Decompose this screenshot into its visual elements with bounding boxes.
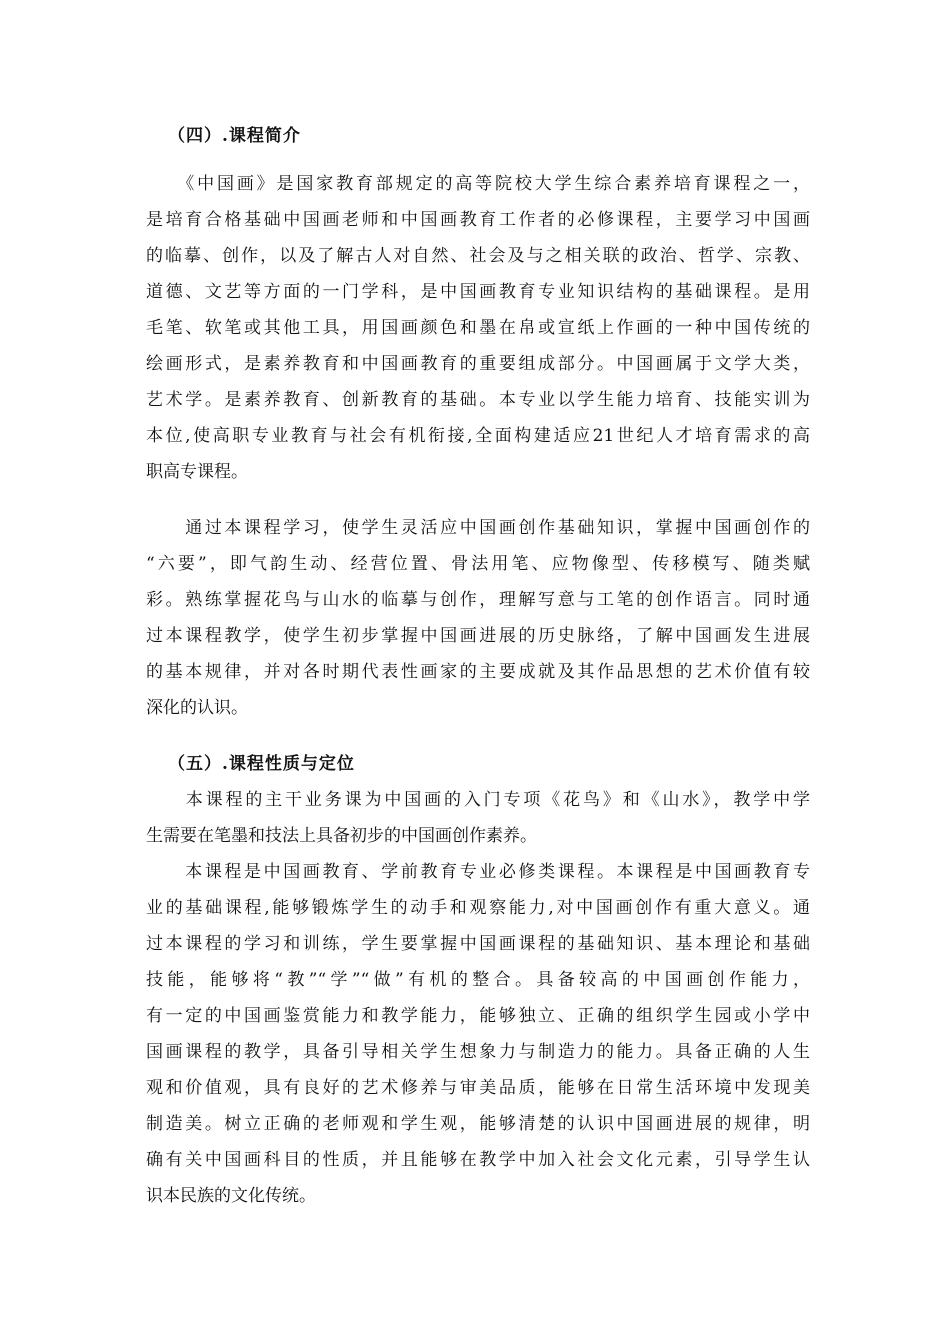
section-heading-course-intro: （四）.课程简介 [168,126,301,146]
text-line: 《中国画》是国家教育部规定的高等院校大学生综合素养培育课程之一， [146,174,810,194]
text-line: 深化的认识。 [146,698,248,718]
text-line: 过本课程的学习和训练，学生要掌握中国画课程的基础知识、基本理论和基础 [146,934,810,954]
text-line: 本课程的主干业务课为中国画的入门专项《花鸟》和《山水》，教学中学 [146,790,810,810]
text-line: 技能，能够将“教”“学”“做”有机的整合。具备较高的中国画创作能力， [146,970,810,990]
paragraph-course-nature-2 [146,854,810,1214]
text-line: 毛笔、软笔或其他工具，用国画颜色和墨在帛或宣纸上作画的一种中国传统的 [146,318,810,338]
text-line: 确有关中国画科目的性质，并且能够在教学中加入社会文化元素，引导学生认 [146,1150,810,1170]
text-line: 过本课程教学，使学生初步掌握中国画进展的历史脉络，了解中国画发生进展 [146,626,810,646]
text-line: 的临摹、创作，以及了解古人对自然、社会及与之相关联的政治、哲学、宗教、 [146,246,810,266]
text-line: 观和价值观，具有良好的艺术修养与审美品质，能够在日常生活环境中发现美 [146,1078,810,1098]
text-line: 艺术学。是素养教育、创新教育的基础。本专业以学生能力培育、技能实训为 [146,390,810,410]
text-line: 制造美。树立正确的老师观和学生观，能够清楚的认识中国画进展的规律，明 [146,1114,810,1134]
text-line: 国画课程的教学，具备引导相关学生想象力与制造力的能力。具备正确的人生 [146,1042,810,1062]
text-line: 生需要在笔墨和技法上具备初步的中国画创作素养。 [146,826,537,846]
paragraph-course-intro-1 [146,166,810,490]
text-line: 识本民族的文化传统。 [146,1186,316,1206]
text-line: 有一定的中国画鉴赏能力和教学能力，能够独立、正确的组织学生园或小学中 [146,1006,810,1026]
text-line: 彩。熟练掌握花鸟与山水的临摹与创作，理解写意与工笔的创作语言。同时通 [146,590,810,610]
section-heading-course-nature: （五）.课程性质与定位 [168,754,355,774]
text-line: 本课程是中国画教育、学前教育专业必修类课程。本课程是中国画教育专 [146,862,810,882]
text-line: 道德、文艺等方面的一门学科，是中国画教育专业知识结构的基础课程。是用 [146,282,810,302]
text-line: 业的基础课程,能够锻炼学生的动手和观察能力,对中国画创作有重大意义。通 [146,898,810,918]
text-line: “六要”，即气韵生动、经营位置、骨法用笔、应物像型、传移模写、随类赋 [146,554,810,574]
text-line: 是培育合格基础中国画老师和中国画教育工作者的必修课程，主要学习中国画 [146,210,810,230]
paragraph-course-nature-1 [146,782,810,854]
text-line: 职高专课程。 [146,462,248,482]
text-line: 的基本规律，并对各时期代表性画家的主要成就及其作品思想的艺术价值有较 [146,662,810,682]
text-line: 绘画形式，是素养教育和中国画教育的重要组成部分。中国画属于文学大类， [146,354,810,374]
paragraph-course-intro-2 [146,510,810,726]
text-line: 通过本课程学习，使学生灵活应中国画创作基础知识，掌握中国画创作的 [146,518,810,538]
text-line: 本位,使高职专业教育与社会有机衔接,全面构建适应21世纪人才培育需求的高 [146,426,810,446]
